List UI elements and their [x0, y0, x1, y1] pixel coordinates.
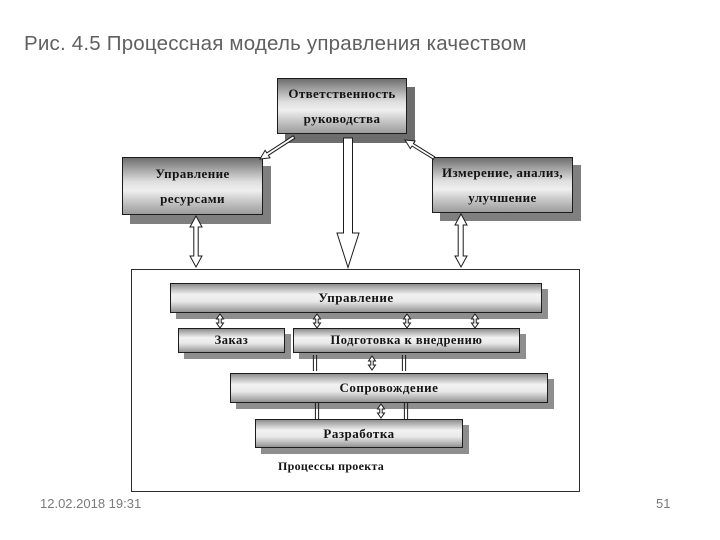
down-arrow-center-icon: [337, 138, 359, 268]
bar-preparation-label: Подготовка к внедрению: [330, 333, 483, 347]
box-resource-management-label: Управление ресурсами: [155, 166, 230, 206]
bar-support-label: Сопровождение: [339, 380, 439, 395]
footer-page-number: 51: [656, 496, 671, 511]
double-vertical-arrow-right-icon: [455, 214, 467, 267]
bar-development: [255, 419, 463, 448]
diagonal-arrow-right-icon: [405, 140, 435, 159]
bar-development-label: Разработка: [323, 425, 395, 441]
bar-preparation: [293, 328, 520, 353]
bar-order: [178, 328, 285, 353]
double-vertical-arrow-left-icon: [190, 216, 202, 267]
box-measurement-analysis-label: Измерение, анализ, улучшение: [441, 165, 564, 205]
footer-datetime: 12.02.2018 19:31: [40, 496, 142, 511]
bar-support: [230, 373, 548, 403]
bar-management-label: Управление: [318, 290, 394, 305]
box-management-responsibility: [277, 78, 407, 134]
bar-management: [170, 283, 542, 313]
box-measurement-analysis: [432, 157, 573, 213]
box-resource-management: [122, 157, 263, 215]
slide-title: Рис. 4.5 Процессная модель управления качеством: [24, 32, 527, 55]
container-caption: Процессы проекта: [278, 459, 385, 473]
box-management-responsibility-label: Ответственность руководства: [288, 86, 396, 126]
bar-order-label: Заказ: [214, 333, 249, 347]
diagonal-arrow-left-icon: [260, 136, 295, 159]
